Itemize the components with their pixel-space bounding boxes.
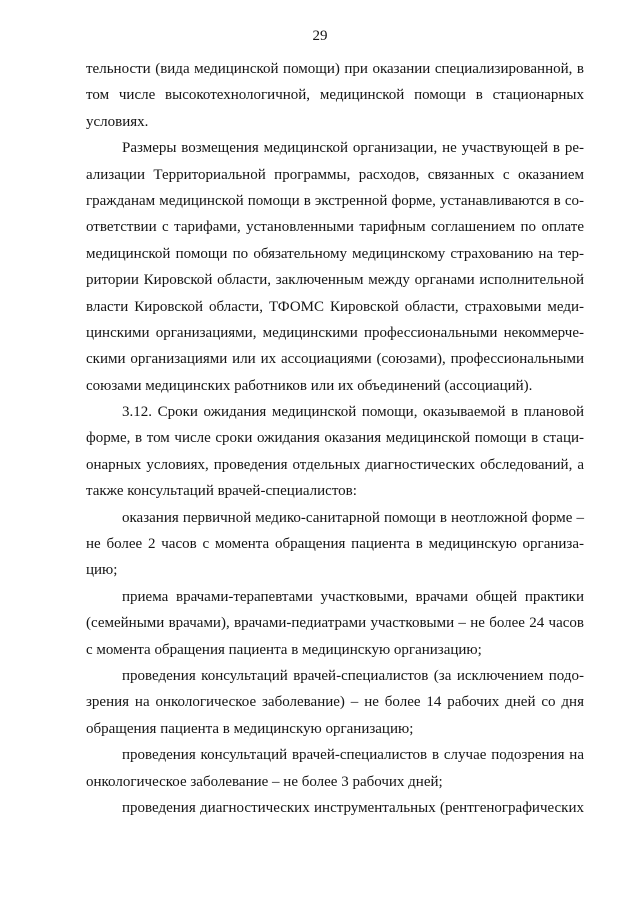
text-line: союзами медицинских работников или их объединений (ассоциаций). <box>86 377 533 394</box>
text-line: скими организациями или их ассоциациями (союзами), профессиональными <box>86 351 584 368</box>
text-line: оказания первичной медико-санитарной помощи в неотложной форме – <box>122 509 584 526</box>
text-line: проведения диагностических инструментальных (рентгенографических <box>122 799 584 816</box>
text-line: форме, в том числе сроки ожидания оказания медицинской помощи в стаци- <box>86 430 584 447</box>
text-line: не более 2 часов с момента обращения пациента в медицинскую организа- <box>86 536 584 553</box>
text-line: приема врачами-терапевтами участковыми, врачами общей практики <box>122 588 584 605</box>
text-line: цию; <box>86 562 118 579</box>
text-line: проведения консультаций врачей-специалистов в случае подозрения на <box>122 747 584 764</box>
text-line: зрения на онкологическое заболевание) – не более 14 рабочих дней со дня <box>86 694 584 711</box>
text-line: ответствии с тарифами, установленными тарифным соглашением по оплате <box>86 219 584 236</box>
text-line: тельности (вида медицинской помощи) при оказании специализированной, в <box>86 61 584 77</box>
page-body <box>86 56 584 821</box>
text-line: условиях. <box>86 113 149 130</box>
text-line: также консультаций врачей-специалистов: <box>86 483 357 500</box>
text-line: (семейными врачами), врачами-педиатрами участковыми – не более 24 часов <box>86 615 584 632</box>
text-line: ализации Территориальной программы, расходов, связанных с оказанием <box>86 166 584 183</box>
text-line: цинскими организациями, медицинскими профессиональными некоммерче- <box>86 324 584 341</box>
text-line: гражданам медицинской помощи в экстренной форме, устанавливаются в со- <box>86 192 584 209</box>
text-line: проведения консультаций врачей-специалистов (за исключением подо- <box>122 667 584 684</box>
text-line: 3.12. Сроки ожидания медицинской помощи, оказываемой в плановой <box>122 404 584 421</box>
text-line: онкологическое заболевание – не более 3 рабочих дней; <box>86 773 443 790</box>
text-line: с момента обращения пациента в медицинскую организацию; <box>86 641 482 658</box>
text-line: обращения пациента в медицинскую организацию; <box>86 720 414 737</box>
page-number: 29 <box>312 28 328 44</box>
text-line: том числе высокотехнологичной, медицинской помощи в стационарных <box>86 87 584 104</box>
text-line: ритории Кировской области, заключенным между органами исполнительной <box>86 272 584 289</box>
text-line: медицинской помощи по обязательному медицинскому страхованию на тер- <box>86 245 584 262</box>
text-line: Размеры возмещения медицинской организации, не участвующей в ре- <box>122 140 584 157</box>
text-line: онарных условиях, проведения отдельных диагностических обследований, а <box>86 456 584 473</box>
text-line: власти Кировской области, ТФОМС Кировской области, страховыми меди- <box>86 298 584 315</box>
